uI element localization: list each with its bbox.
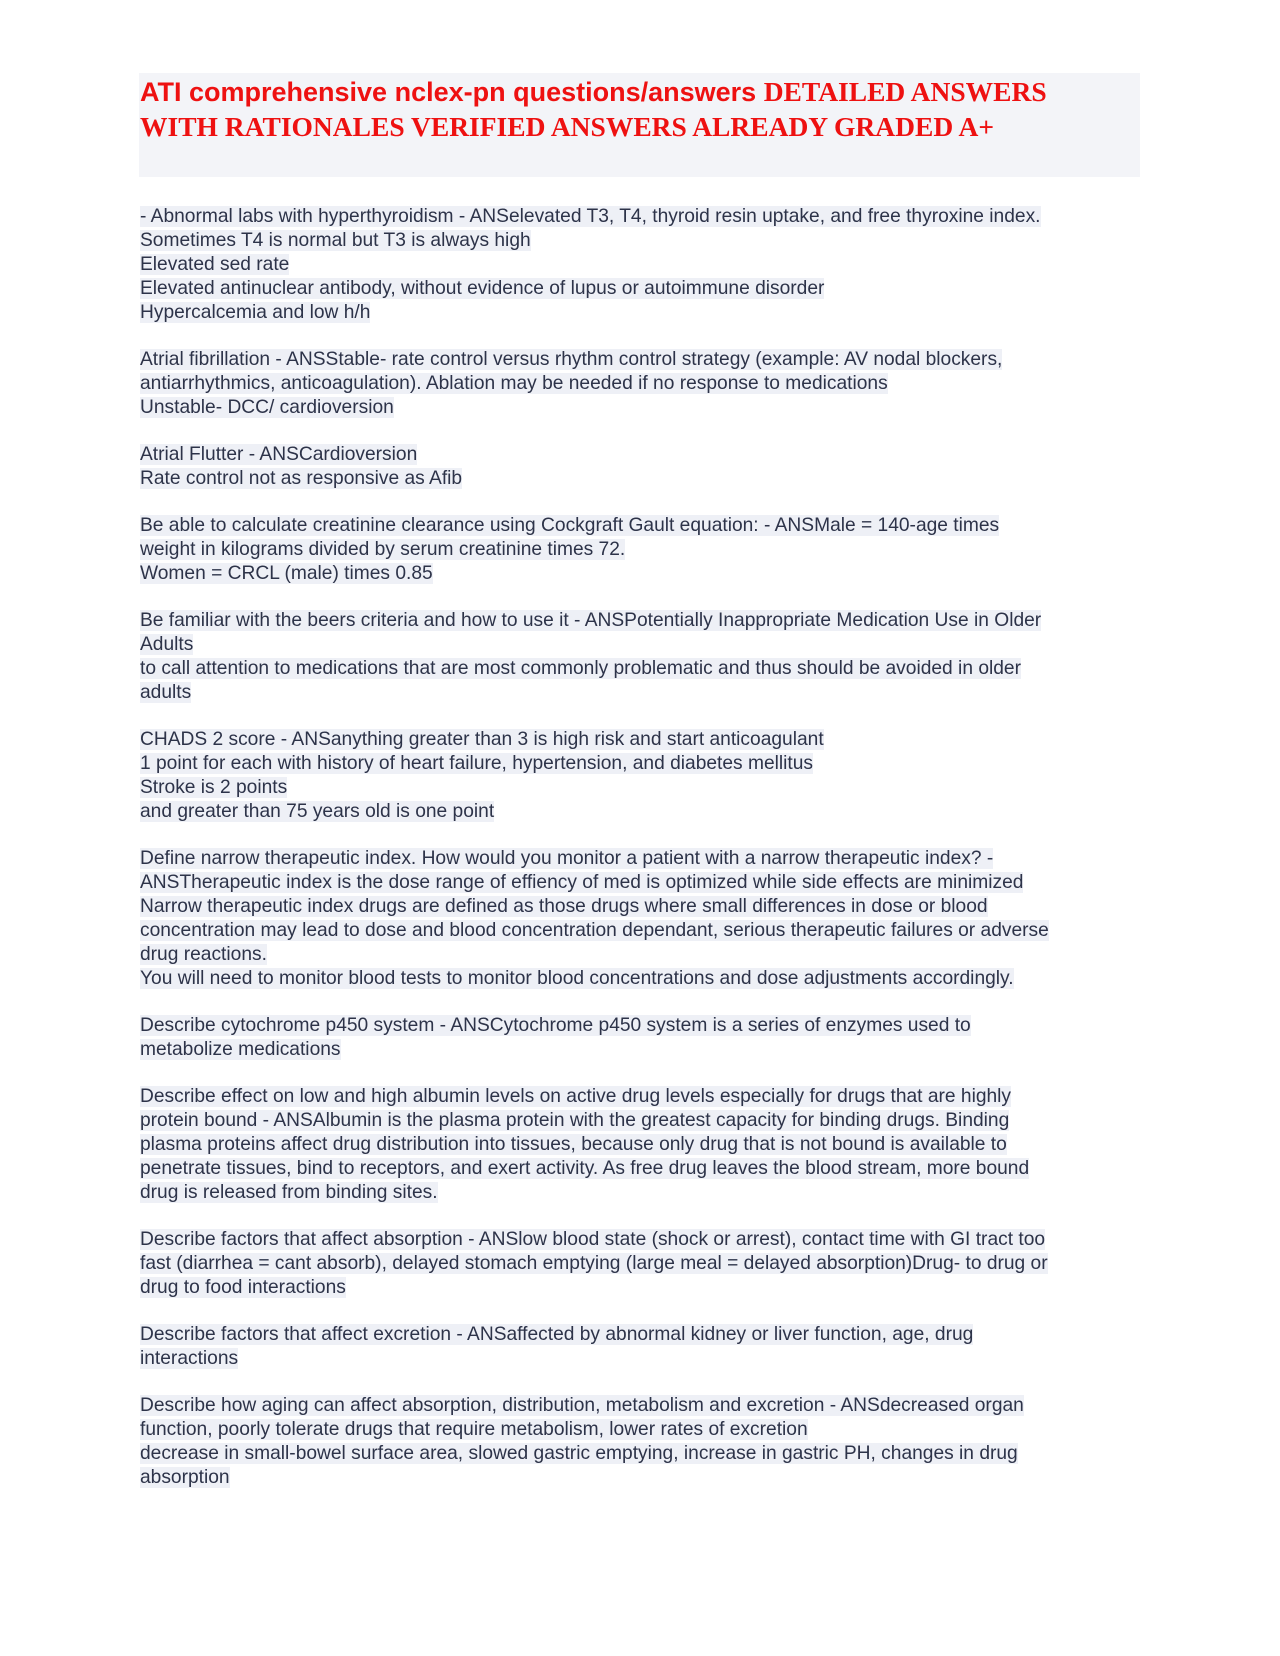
entry-line (140, 1085, 1140, 1109)
title-part-serif: DETAILED ANSWERS (763, 76, 1047, 107)
entry-line-text: Hypercalcemia and low h/h (140, 302, 371, 323)
entry-line (140, 776, 1140, 800)
entry-line (140, 372, 1140, 396)
qa-entry (140, 443, 1140, 491)
entry-line-text: Unstable- DCC/ cardioversion (140, 397, 394, 418)
entry-line-text: decrease in small-bowel surface area, slowed gastric emptying, increase in gastric PH, changes in drug (140, 1443, 1018, 1464)
qa-entries (140, 205, 1140, 1513)
entry-line (140, 396, 1140, 420)
entry-line-text: Elevated antinuclear antibody, without evidence of lupus or autoimmune disorder (140, 278, 825, 299)
entry-line-text: Describe effect on low and high albumin levels on active drug levels especially for drugs that are highly (140, 1086, 1012, 1107)
entry-line-text: - Abnormal labs with hyperthyroidism - ANSelevated T3, T4, thyroid resin uptake, and free thyroxine index. (140, 206, 1041, 227)
title-part-serif: WITH RATIONALES VERIFIED ANSWERS ALREADY GRADED A+ (140, 111, 995, 142)
entry-line (140, 1014, 1140, 1038)
entry-line (140, 919, 1140, 943)
entry-line (140, 301, 1140, 325)
entry-line (140, 348, 1140, 372)
entry-line (140, 1347, 1140, 1371)
entry-line-text: to call attention to medications that are most commonly problematic and thus should be avoided in older (140, 658, 1021, 679)
entry-line-text: Describe factors that affect absorption - ANSlow blood state (shock or arrest), contact time with GI tract too (140, 1229, 1046, 1250)
entry-line-text: Elevated sed rate (140, 254, 290, 275)
entry-line (140, 657, 1140, 681)
entry-line (140, 800, 1140, 824)
entry-line (140, 538, 1140, 562)
entry-line-text: antiarrhythmics, anticoagulation). Ablation may be needed if no response to medications (140, 373, 888, 394)
entry-line (140, 1228, 1140, 1252)
qa-entry (140, 348, 1140, 420)
entry-line-text: plasma proteins affect drug distribution into tissues, because only drug that is not bound is available to (140, 1134, 1007, 1155)
entry-line-text: You will need to monitor blood tests to monitor blood concentrations and dose adjustments accordingly. (140, 968, 1014, 989)
entry-line (140, 1394, 1140, 1418)
entry-line (140, 728, 1140, 752)
entry-line-text: protein bound - ANSAlbumin is the plasma protein with the greatest capacity for binding drugs. Binding (140, 1110, 1010, 1131)
entry-line (140, 467, 1140, 491)
entry-line-text: CHADS 2 score - ANSanything greater than 3 is high risk and start anticoagulant (140, 729, 824, 750)
qa-entry (140, 1085, 1140, 1205)
entry-line (140, 1109, 1140, 1133)
entry-line-text: metabolize medications (140, 1039, 341, 1060)
entry-line (140, 1157, 1140, 1181)
entry-line-text: and greater than 75 years old is one point (140, 801, 495, 822)
entry-line-text: fast (diarrhea = cant absorb), delayed stomach emptying (large meal = delayed absorption)Drug- to drug or (140, 1253, 1048, 1274)
qa-entry (140, 1394, 1140, 1490)
entry-line (140, 681, 1140, 705)
entry-line-text: drug reactions. (140, 944, 267, 965)
entry-line (140, 229, 1140, 253)
entry-line-text: Be familiar with the beers criteria and how to use it - ANSPotentially Inappropriate Medication Use in Older (140, 610, 1042, 631)
qa-entry (140, 1014, 1140, 1062)
qa-entry (140, 1323, 1140, 1371)
entry-line (140, 1323, 1140, 1347)
entry-line-text: Atrial fibrillation - ANSStable- rate control versus rhythm control strategy (example: AV nodal blockers, (140, 349, 1003, 370)
entry-line-text: Describe how aging can affect absorption, distribution, metabolism and excretion - ANSdecreased organ (140, 1395, 1024, 1416)
entry-line-text: Describe cytochrome p450 system - ANSCytochrome p450 system is a series of enzymes used to (140, 1015, 971, 1036)
document-title-line-1 (140, 75, 1047, 109)
entry-line-text: Stroke is 2 points (140, 777, 288, 798)
entry-line (140, 1418, 1140, 1442)
title-part-sans: ATI comprehensive nclex-pn questions/answers (140, 77, 764, 107)
entry-line-text: Be able to calculate creatinine clearance using Cockgraft Gault equation: - ANSMale = 140-age times (140, 515, 1000, 536)
entry-line (140, 633, 1140, 657)
entry-line (140, 1181, 1140, 1205)
entry-line-text: drug is released from binding sites. (140, 1182, 438, 1203)
qa-entry (140, 609, 1140, 705)
entry-line-text: Women = CRCL (male) times 0.85 (140, 563, 433, 584)
entry-line (140, 1276, 1140, 1300)
entry-line (140, 967, 1140, 991)
entry-line (140, 562, 1140, 586)
entry-line-text: Atrial Flutter - ANSCardioversion (140, 444, 418, 465)
entry-line (140, 609, 1140, 633)
qa-entry (140, 847, 1140, 991)
entry-line-text: Adults (140, 634, 194, 655)
document-title-line-2 (140, 110, 994, 144)
entry-line-text: concentration may lead to dose and blood concentration dependant, serious therapeutic failures or adverse (140, 920, 1049, 941)
entry-line (140, 253, 1140, 277)
entry-line-text: absorption (140, 1467, 230, 1488)
entry-line-text: penetrate tissues, bind to receptors, and exert activity. As free drug leaves the blood stream, more bound (140, 1158, 1030, 1179)
entry-line (140, 1038, 1140, 1062)
entry-line-text: 1 point for each with history of heart failure, hypertension, and diabetes mellitus (140, 753, 814, 774)
entry-line (140, 943, 1140, 967)
entry-line (140, 1442, 1140, 1466)
entry-line (140, 1133, 1140, 1157)
qa-entry (140, 514, 1140, 586)
qa-entry (140, 1228, 1140, 1300)
entry-line-text: Define narrow therapeutic index. How would you monitor a patient with a narrow therapeutic index? - (140, 848, 994, 869)
entry-line-text: function, poorly tolerate drugs that require metabolism, lower rates of excretion (140, 1419, 808, 1440)
entry-line-text: weight in kilograms divided by serum creatinine times 72. (140, 539, 626, 560)
entry-line (140, 871, 1140, 895)
entry-line (140, 752, 1140, 776)
entry-line (140, 895, 1140, 919)
entry-line-text: drug to food interactions (140, 1277, 346, 1298)
entry-line (140, 514, 1140, 538)
entry-line-text: Rate control not as responsive as Afib (140, 468, 463, 489)
entry-line-text: Describe factors that affect excretion - ANSaffected by abnormal kidney or liver function, age, drug (140, 1324, 974, 1345)
entry-line (140, 277, 1140, 301)
entry-line-text: interactions (140, 1348, 239, 1369)
entry-line (140, 1466, 1140, 1490)
entry-line-text: Narrow therapeutic index drugs are defined as those drugs where small differences in dose or blood (140, 896, 988, 917)
entry-line (140, 205, 1140, 229)
entry-line (140, 847, 1140, 871)
entry-line-text: Sometimes T4 is normal but T3 is always high (140, 230, 531, 251)
entry-line-text: ANSTherapeutic index is the dose range of effiency of med is optimized while side effects are minimized (140, 872, 1024, 893)
entry-line (140, 1252, 1140, 1276)
entry-line (140, 443, 1140, 467)
qa-entry (140, 728, 1140, 824)
entry-line-text: adults (140, 682, 192, 703)
qa-entry (140, 205, 1140, 325)
